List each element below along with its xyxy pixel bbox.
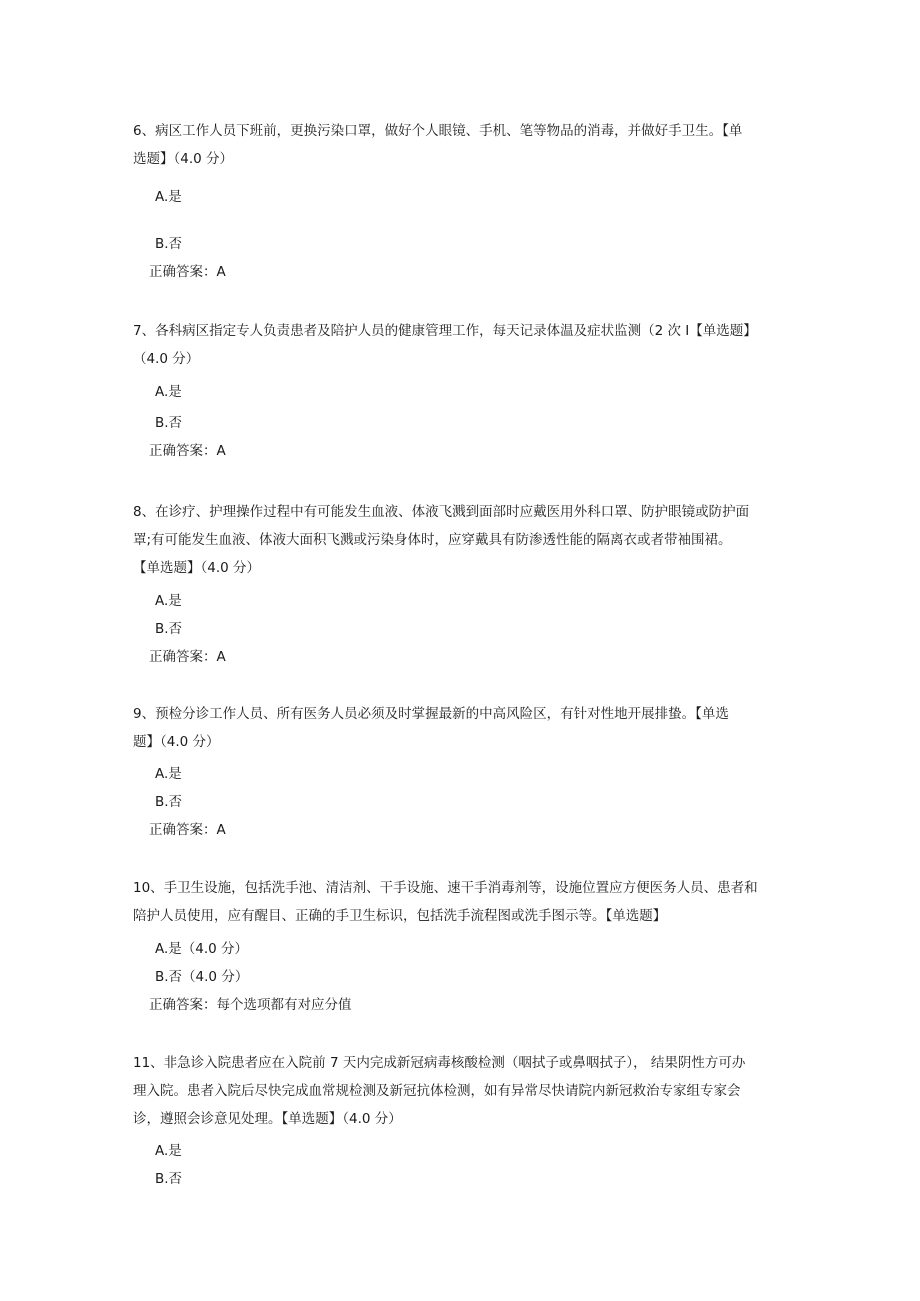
question-text-line: 【单选题】（4.0 分） — [133, 560, 261, 576]
question-text-line: 7、各科病区指定专人负责患者及陪护人员的健康管理工作，每天记录体温及症状监测（2 次 I【单选题】 — [133, 323, 757, 339]
question-text-line: 理入院。患者入院后尽快完成血常规检测及新冠抗体检测，如有异常尽快请院内新冠救治专家组专家会 — [133, 1083, 741, 1099]
question-text-line: 题】（4.0 分） — [133, 734, 220, 750]
option-a[interactable]: A.是 — [155, 1143, 182, 1159]
question-text-line: 9、预检分诊工作人员、所有医务人员必须及时掌握最新的中高风险区，有针对性地开展排蛰。【单选 — [133, 706, 729, 722]
option-a[interactable]: A.是 — [155, 384, 182, 400]
question-text-line: 8、在诊疗、护理操作过程中有可能发生血液、体液飞溅到面部时应戴医用外科口罩、防护眼镜或防护面 — [133, 504, 750, 520]
option-b[interactable]: B.否 — [155, 415, 183, 431]
correct-answer: 正确答案：A — [149, 264, 226, 280]
question-text-line: 陪护人员使用，应有醒目、正确的手卫生标识，包括洗手流程图或洗手图示等。【单选题】 — [133, 908, 667, 924]
option-a[interactable]: A.是 — [155, 593, 182, 609]
option-b[interactable]: B.否 — [155, 1171, 183, 1187]
option-a[interactable]: A.是（4.0 分） — [155, 941, 249, 957]
option-b[interactable]: B.否 — [155, 236, 183, 252]
question-text-line: 选题】（4.0 分） — [133, 151, 234, 167]
option-b[interactable]: B.否 — [155, 621, 183, 637]
question-text-line: （4.0 分） — [133, 351, 200, 367]
question-text-line: 6、病区工作人员下班前，更换污染口罩，做好个人眼镜、手机、笔等物品的消毒，并做好手卫生。【单 — [133, 123, 743, 139]
option-b[interactable]: B.否（4.0 分） — [155, 969, 249, 985]
correct-answer: 正确答案：每个选项都有对应分值 — [149, 997, 352, 1013]
correct-answer: 正确答案：A — [149, 649, 226, 665]
correct-answer: 正确答案：A — [149, 443, 226, 459]
question-text-line: 11、非急诊入院患者应在入院前 7 天内完成新冠病毒核酸检测（咽拭子或鼻咽拭子）， 结果阴性方可办 — [133, 1055, 746, 1071]
question-text-line: 10、手卫生设施，包括洗手池、清洁剂、干手设施、速干手消毒剂等，设施位置应方便医务人员、患者和 — [133, 880, 758, 896]
option-a[interactable]: A.是 — [155, 189, 182, 205]
option-a[interactable]: A.是 — [155, 766, 182, 782]
option-b[interactable]: B.否 — [155, 794, 183, 810]
correct-answer: 正确答案：A — [149, 822, 226, 838]
question-text-line: 罩;有可能发生血液、体液大面积飞溅或污染身体时，应穿戴具有防渗透性能的隔离衣或者带袖围裙。 — [133, 532, 732, 548]
question-text-line: 诊，遵照会诊意见处理。【单选题】（4.0 分） — [133, 1111, 402, 1127]
